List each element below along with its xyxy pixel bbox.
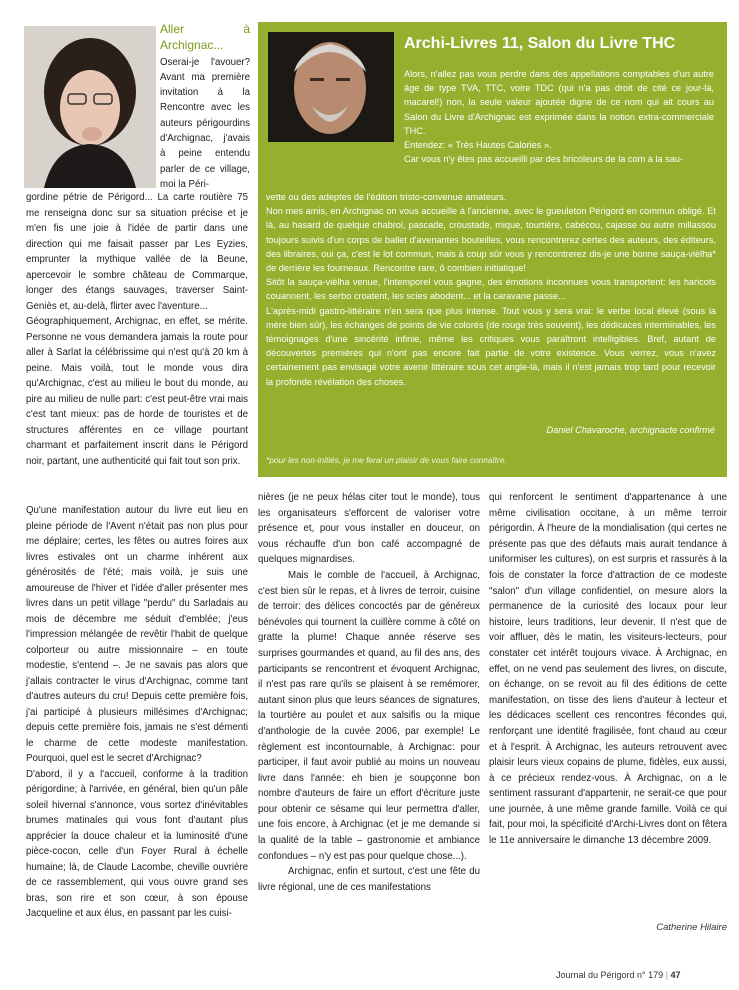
sidebar-box [258, 22, 727, 477]
sidebar-lead [404, 67, 714, 166]
sidebar-lead-text: Alors, n'allez pas vous perdre dans des appellations comptables d'un autre âge de type TVA, TTC, voire TDC (qui n'a pas droit de cité ce jour-là, macarel!) non, la seule valeur ajoutée digne de ce nom qui ait cours au Salon du Livre d'Archignac est exprimée dans la notion extra-commerciale THC. [404, 69, 714, 136]
paragraph: Archignac, enfin et surtout, c'est une fête du livre régional, une de ces manifestations [258, 866, 480, 893]
page-number: 47 [670, 970, 681, 980]
sidebar-body [266, 190, 716, 389]
lead-title: Aller à Archignac... [160, 22, 250, 53]
paragraph: Mais le comble de l'accueil, à Archignac, c'est bien sûr le repas, et à livres de terroir, cuisine de terroir: des délices concoctés par de généreux bénévoles qui tournent la cuillère comme à côté on gratte la plume! Chaque année réserve ses surprises gourmandes et quand, au fil des ans, des participants se rencontrent et évoquent Archignac, il n'est pas rare qu'ils se plaisent à se remémorer, autant sinon plus que leurs séances de signatures, la tourtière au poulet et aux salsifis ou la mique d'anthologie de la cuvée 2006, par exemple! Le règlement est incontournable, à Archignac: pour participer, il faut avoir publié au moins un nouveau livre dans l'année: eh bien je soupçonne bon nombre d'auteurs de faire un effort d'écriture juste pour obtenir ce sésame qui leur permettra d'aller, une fois encore, à Archignac (et je me demande si la qualité de la table – gastronomie et ambiance confondues – n'y est pas pour quelque chose...). [258, 569, 480, 862]
paragraph: Géographiquement, Archignac, en effet, se mérite. Personne ne vous demandera jamais la route pour aller à Sarlat la célébrissime qui n'est qu'à 20 km à peine. Mais voilà, tout le monde vous dira qu'Archignac, c'est au milieu le bout du monde, au pire au milieu de nulle part: c'est peut-être vrai mais c'est tant mieux: pas de horde de touristes et de structures afférentes en ce village pourtant charmant et parfaitement inscrit dans le Périgord noir, partant, une authenticité qui fait tout son prix. [26, 316, 248, 467]
article-signature: Catherine Hilaire [656, 922, 727, 933]
lead-intro [160, 22, 250, 192]
sidebar-footnote: *pour les non-initiés, je me ferai un plaisir de vous faire connaître. [266, 455, 507, 465]
paragraph: Qu'une manifestation autour du livre eut lieu en pleine période de l'Avent n'était pas non plus pour me déplaire; certes, les fêtes ou autres foires aux livres estivales ont un charme inhérent aux générosités de l'été; mais voilà, je suis une amoureuse de l'hiver et l'idée d'aller présenter mes livres dans un petit village "perdu" du Sarladais au mois de décembre me séduit d'emblée; j'eus l'impression mélangée de revêtir l'habit de quelque colporteur ou autre missionnaire – en toute modestie, s'entend –. Je ne savais pas alors que j'allais contracter le virus d'Archignac, comme tant d'autres auteurs du cru! Depuis cette première fois, j'ai participé à plusieurs millésimes d'Archignac; depuis cette première fois, jamais ne s'est démenti le charme de cette modeste manifestation. Pourquoi, quel est le secret d'Archignac? [26, 505, 248, 764]
sidebar-lead-text-3: Car vous n'y êtes pas accueilli par des bricoleurs de la com à la sau- [404, 154, 684, 165]
sidebar-paragraph: Sitôt la sauça-vièlha venue, l'intemporel vous gagne, des émotions inconnues vous transportent: les haricots couannent, les serbo croatent, les scies abodent... et la caravane passe... [266, 277, 716, 302]
lead-narrow-text: Oserai-je l'avouer? Avant ma première invitation à la Rencontre avec les auteurs périgourdins d'Archignac, j'avais à peine entendu parler de ce village, moi la Péri- [160, 56, 250, 190]
author-photo-woman [24, 26, 156, 188]
paragraph: qui renforcent le sentiment d'appartenance à une même civilisation occitane, à un même terroir périgordin. À l'heure de la mondialisation (qui certes ne présente pas que des défauts mais aurait tendance à uniformiser les cultures), on est surpris et rassurés à la fois de constater la force d'attraction de ce modeste "salon" d'un village confidentiel, on mesure alors la permanence de la curiosité des locaux pour leur histoire, leurs traditions, leur devenir. Il n'est que de voir affluer, dès le matin, les visiteurs-lecteurs, pour constater cet intérêt toujours vivace. À Archignac, en effet, on ne vend pas seulement des livres, on discute, on échange, on se revoit au fil des éditions de cette manifestation, on tisse des liens d'auteur à lecteur et les dédicaces scellent ces rencontres fécondes qui, renforçant une identité fragilisée, font chaud au cœur et à l'esprit. À Archignac, les auteurs retrouvent avec plaisir leurs vieux copains de plume, fidèles, eux aussi, à ce précieux rendez-vous. À Archignac, on a le sentiment rassurant d'appartenir, ne serait-ce que pour une journée, à une même grande famille. Voilà ce qui fait, pour moi, la spécificité d'Archi-Livres dont on fêtera le 11e anniversaire le dimanche 13 décembre 2009. [489, 492, 727, 847]
author-photo-man [268, 32, 394, 142]
page-footer: Journal du Périgord n° 179 | 47 [556, 970, 681, 980]
sidebar-paragraph: Non mes amis, en Archignac on vous accueille à l'ancienne, avec le gueuleton Périgord en commun obligé. Et là, au hasard de quelque chabrol, pascade, croustade, mique, tourtière, cabécou, cajasse ou autre millassou toujours suivis d'un corps de ballet d'avenantes bouteilles, vous rencontrerez certes des auteurs, des éditeurs, des libraires, oui ça, c'est le lot commun, mais à coup sûr vous y rencontrerez dis-je une bonne sauça-vièlha* de derrière les fourneaux. Rencontre rare, ô combien initiatique! [266, 206, 716, 274]
sidebar-lead-text-2: Entendez: « Très Hautes Calories ». [404, 140, 552, 151]
column-2 [258, 490, 480, 895]
sidebar-title: Archi-Livres 11, Salon du Livre THC [404, 35, 676, 52]
paragraph: nières (je ne peux hélas citer tout le monde), tous les organisateurs s'efforcent de valoriser votre présence et, pour vous installer en douceur, on vous réchauffe d'un bon café accompagné de quelques mignardises. [258, 492, 480, 566]
column-1 [26, 190, 248, 469]
column-1-lower [26, 503, 248, 922]
paragraph: D'abord, il y a l'accueil, conforme à la tradition périgordine; à l'arrivée, en général, bien qu'un pâle soleil hivernal s'annonce, vous sortez d'inévitables brumes matinales qui vous font d'autant plus apprécier la douce chaleur et la luminosité d'une pièce-cocon, celle d'un Foyer Rural à échelle humaine; là, de Claude Lacombe, cheville ouvrière de ce rassemblement, qui vous ouvre grand ses bras, son rire et son cœur, à son épouse Jacqueline et aux élus, en passant par les cuisi- [26, 768, 248, 919]
sidebar-paragraph: vette ou des adeptes de l'édition tristo-convenue amateurs. [266, 192, 507, 202]
sidebar-paragraph: L'après-midi gastro-littéraire n'en sera que plus intense. Tout vous y sera vrai: le verbe local élevé (sous la mère bien sûr), les échanges de points de vie colorés (de rouge très souvent), les dédicaces interminables, les témoignages d'une sincérité infinie, même les critiques vous paraîtront intelligibles. Bref, autant de découvertes premières qui n'ont pas encore fait partie de votre existence. Vous verrez, vous n'avez certainement pas envisagé votre avenir littéraire sous cet angle-là, mais il n'est jamais trop tard pour recevoir la profonde révélation des choses. [266, 305, 716, 387]
journal-name: Journal du Périgord n° 179 [556, 970, 664, 980]
lead-wide-text: gordine pétrie de Périgord... La carte routière 75 me renseigna donc sur sa situation précise et je m'en fis une joie à l'idée de partir dans une direction qui me faisait passer par Les Eyzies, emprunter la mythique vallée de la Beune, apercevoir le sombre château de Commarque, longer des étangs sauvages, traverser Saint-Geniès et, au-delà, flirter avec l'aventure... [26, 192, 248, 312]
sidebar-signature: Daniel Chavaroche, archignacte confirmé [546, 425, 715, 435]
column-3 [489, 490, 727, 849]
